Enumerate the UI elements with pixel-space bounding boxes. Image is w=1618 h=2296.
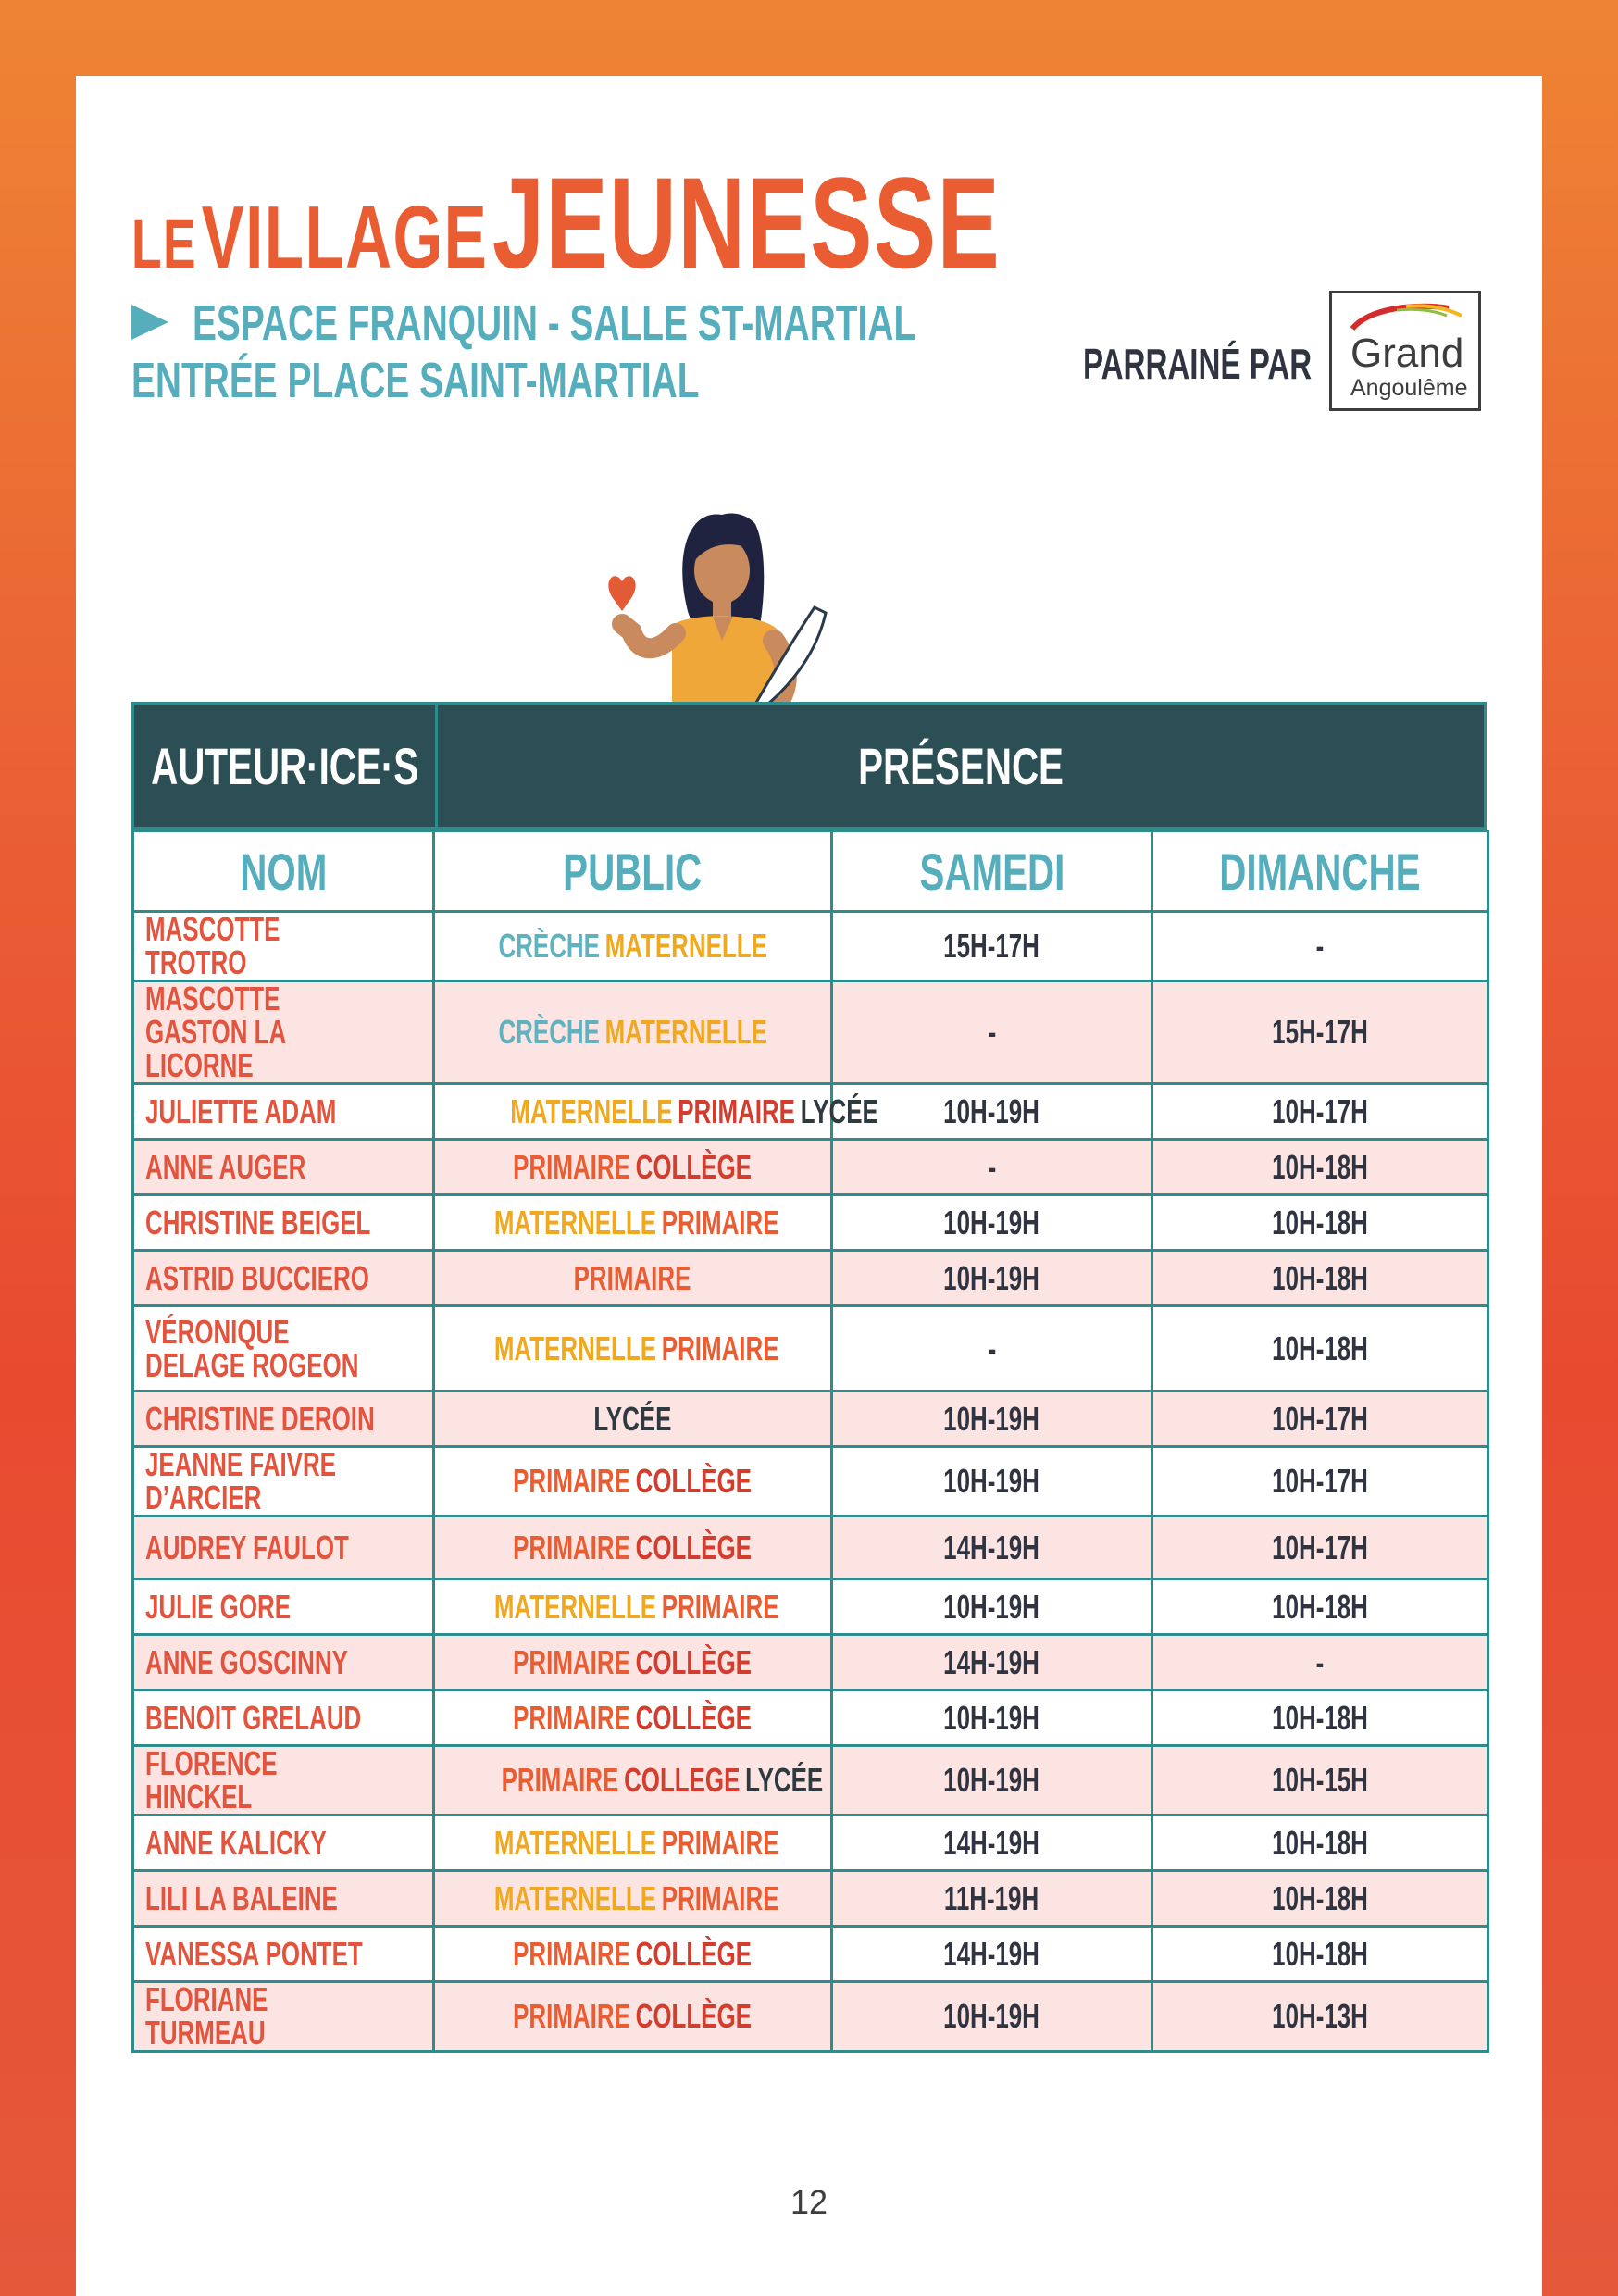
audience-tag: COLLÈGE [636,1997,753,2035]
audience-tag: PRIMAIRE [513,1147,631,1186]
author-name: ANNE KALICKY [133,1816,434,1871]
table-row [133,1635,1488,1691]
audience-tags [434,1516,832,1579]
saturday-hours: 15H-17H [832,912,1152,981]
page-title [131,148,1338,295]
title-main: JEUNESSE [492,150,1002,295]
saturday-hours: - [832,1140,1152,1195]
audience-tag: PRIMAIRE [513,1934,631,1973]
audience-tag: MATERNELLE [493,1329,657,1367]
audience-tag: CRÈCHE [498,927,600,965]
saturday-hours: 10H-19H [832,1982,1152,2052]
audience-tag: COLLEGE [624,1761,741,1799]
sunday-hours: 10H-18H [1152,1195,1488,1251]
saturday-hours: 10H-19H [832,1084,1152,1140]
audience-tag: MATERNELLE [493,1203,657,1242]
location-line-1: ESPACE FRANQUIN - SALLE ST-MARTIAL [131,291,1197,352]
table-row [133,1084,1488,1140]
sunday-hours: 10H-15H [1152,1746,1488,1816]
audience-tag: PRIMAIRE [513,1462,631,1500]
column-header-public: PUBLIC [434,831,832,912]
logo-text-angouleme: Angoulême [1350,375,1468,401]
audience-tag: PRIMAIRE [661,1823,779,1862]
column-header-sunday: DIMANCHE [1152,831,1488,912]
audience-tag: MATERNELLE [604,1013,767,1051]
sunday-hours: 10H-18H [1152,1816,1488,1871]
audience-tags [434,1251,832,1306]
sunday-hours: 10H-18H [1152,1251,1488,1306]
table-row [133,1691,1488,1746]
sunday-hours: 10H-17H [1152,1084,1488,1140]
audience-tags [434,1927,832,1982]
audience-tags [434,1982,832,2052]
author-name: LILI LA BALEINE [133,1871,434,1927]
author-name: FLORENCE HINCKEL [133,1746,434,1816]
audience-tag: PRIMAIRE [513,1642,631,1681]
audience-tag: PRIMAIRE [678,1092,795,1130]
saturday-hours: 14H-19H [832,1635,1152,1691]
author-name: VÉRONIQUE DELAGE ROGEON [133,1306,434,1391]
schedule-table [131,830,1489,2053]
sunday-hours: 10H-18H [1152,1306,1488,1391]
audience-tags [434,981,832,1084]
table-row [133,1251,1488,1306]
title-prefix-small: LE [131,206,197,282]
audience-tag: COLLÈGE [636,1462,753,1500]
play-arrow-icon [131,305,168,340]
author-name: CHRISTINE BEIGEL [133,1195,434,1251]
audience-tag: COLLÈGE [636,1528,753,1566]
audience-tag: LYCÉE [800,1092,878,1130]
audience-tag: COLLÈGE [636,1147,753,1186]
audience-tag: PRIMAIRE [661,1329,779,1367]
page [76,76,1542,2296]
audience-tags [434,1391,832,1447]
table-row [133,1982,1488,2052]
saturday-hours: 10H-19H [832,1391,1152,1447]
sunday-hours: 10H-18H [1152,1927,1488,1982]
author-name: JULIE GORE [133,1579,434,1635]
sunday-hours: - [1152,912,1488,981]
audience-tag: PRIMAIRE [661,1203,779,1242]
table-group-header [131,702,1487,830]
table-row [133,1579,1488,1635]
sunday-hours: 10H-13H [1152,1982,1488,2052]
sunday-hours: 10H-18H [1152,1140,1488,1195]
author-name: JULIETTE ADAM [133,1084,434,1140]
audience-tag: LYCÉE [593,1399,672,1438]
sponsor-label: PARRAINÉ PAR [1083,340,1313,388]
audience-tags [434,1871,832,1927]
grand-angouleme-logo [1329,291,1481,411]
author-name: ASTRID BUCCIERO [133,1251,434,1306]
saturday-hours: 14H-19H [832,1516,1152,1579]
audience-tags [434,1195,832,1251]
audience-tags [434,1579,832,1635]
table-row [133,1746,1488,1816]
author-name: BENOIT GRELAUD [133,1691,434,1746]
table-row [133,1306,1488,1391]
header-authors: AUTEUR·ICE·S [134,705,438,827]
saturday-hours: - [832,981,1152,1084]
audience-tag: MATERNELLE [510,1092,673,1130]
audience-tag: LYCÉE [745,1761,824,1799]
audience-tag: COLLÈGE [636,1642,753,1681]
saturday-hours: 10H-19H [832,1579,1152,1635]
page-number: 12 [790,2183,828,2221]
saturday-hours: 10H-19H [832,1447,1152,1516]
table-row [133,1447,1488,1516]
audience-tag: CRÈCHE [498,1013,600,1051]
heart-icon [608,576,635,611]
audience-tag: PRIMAIRE [661,1878,779,1917]
audience-tag: COLLÈGE [636,1698,753,1737]
table-row [133,981,1488,1084]
table-row [133,1195,1488,1251]
author-name: MASCOTTE TROTRO [133,912,434,981]
location-line-2: ENTRÉE PLACE SAINT-MARTIAL [131,353,700,408]
author-name: FLORIANE TURMEAU [133,1982,434,2052]
author-name: MASCOTTE GASTON LA LICORNE [133,981,434,1084]
table-row [133,912,1488,981]
saturday-hours: - [832,1306,1152,1391]
saturday-hours: 10H-19H [832,1251,1152,1306]
sunday-hours: 15H-17H [1152,981,1488,1084]
audience-tag: MATERNELLE [493,1587,657,1626]
audience-tag: PRIMAIRE [574,1258,691,1297]
author-name: JEANNE FAIVRE D’ARCIER [133,1447,434,1516]
sunday-hours: 10H-18H [1152,1871,1488,1927]
audience-tags [434,912,832,981]
audience-tags [434,1746,832,1816]
audience-tag: MATERNELLE [493,1823,657,1862]
saturday-hours: 10H-19H [832,1746,1152,1816]
audience-tag: PRIMAIRE [513,1528,631,1566]
audience-tags [434,1691,832,1746]
audience-tag: PRIMAIRE [501,1761,619,1799]
table-row [133,1140,1488,1195]
audience-tag: MATERNELLE [493,1878,657,1917]
saturday-hours: 10H-19H [832,1691,1152,1746]
audience-tag: PRIMAIRE [661,1587,779,1626]
audience-tag: COLLÈGE [636,1934,753,1973]
audience-tags [434,1816,832,1871]
audience-tag: PRIMAIRE [513,1997,631,2035]
author-name: CHRISTINE DEROIN [133,1391,434,1447]
sunday-hours: 10H-17H [1152,1516,1488,1579]
author-name: ANNE AUGER [133,1140,434,1195]
column-header-name: NOM [133,831,434,912]
audience-tags [434,1306,832,1391]
table-row [133,1391,1488,1447]
audience-tag: MATERNELLE [604,927,767,965]
saturday-hours: 14H-19H [832,1816,1152,1871]
audience-tags [434,1140,832,1195]
header-presence: PRÉSENCE [858,736,1064,795]
audience-tags [434,1447,832,1516]
table-row [133,1816,1488,1871]
table-row [133,1516,1488,1579]
saturday-hours: 14H-19H [832,1927,1152,1982]
table-row [133,1927,1488,1982]
sunday-hours: - [1152,1635,1488,1691]
audience-tags [434,1635,832,1691]
audience-tags [434,1084,878,1140]
audience-tag: PRIMAIRE [513,1698,631,1737]
title-prefix: VILLAGE [201,188,489,287]
saturday-hours: 11H-19H [832,1871,1152,1927]
column-header-saturday: SAMEDI [832,831,1152,912]
logo-text-grand: Grand [1350,331,1464,376]
table-row [133,1871,1488,1927]
sunday-hours: 10H-17H [1152,1447,1488,1516]
sunday-hours: 10H-18H [1152,1579,1488,1635]
saturday-hours: 10H-19H [832,1195,1152,1251]
sunday-hours: 10H-18H [1152,1691,1488,1746]
sunday-hours: 10H-17H [1152,1391,1488,1447]
author-name: AUDREY FAULOT [133,1516,434,1579]
author-name: VANESSA PONTET [133,1927,434,1982]
author-name: ANNE GOSCINNY [133,1635,434,1691]
